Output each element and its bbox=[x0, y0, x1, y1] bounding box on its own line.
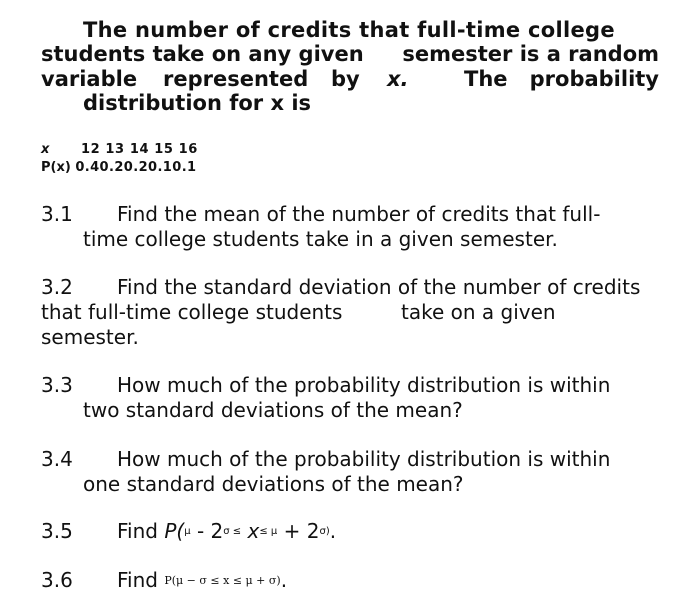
question-3-3-number: 3.3 bbox=[41, 373, 73, 397]
question-3-5-x: x bbox=[247, 519, 260, 543]
intro-word-the: The bbox=[464, 67, 508, 91]
question-3-6-probability-expression: P(μ − σ ≤ x ≤ μ + σ) bbox=[164, 574, 281, 587]
intro-word-by: by bbox=[331, 67, 360, 91]
distribution-p-row bbox=[41, 160, 196, 176]
intro-line-1 bbox=[83, 18, 658, 42]
intro-word-variable: variable bbox=[41, 67, 138, 91]
question-3-5-p-open: P( bbox=[164, 519, 185, 543]
question-3-2-line-2b: take on a given bbox=[401, 300, 556, 324]
question-3-2-number: 3.2 bbox=[41, 275, 73, 299]
question-3-5-plus-2: + 2 bbox=[283, 519, 320, 543]
question-3-3-line-1: How much of the probability distribution is within bbox=[117, 373, 611, 397]
intro-word-probability: probability bbox=[529, 67, 659, 91]
le-mu-symbol: ≤ μ bbox=[259, 526, 278, 537]
x-label: x bbox=[41, 142, 50, 157]
intro-line-3 bbox=[41, 67, 659, 91]
distribution-x-row bbox=[41, 142, 198, 158]
intro-line-4 bbox=[83, 91, 311, 115]
sigma-close-symbol: σ) bbox=[319, 526, 330, 537]
mu-symbol-1: μ bbox=[184, 526, 191, 537]
intro-line-4-text: distribution for x is bbox=[83, 91, 312, 115]
question-3-5-expression bbox=[117, 519, 336, 548]
intro-line-1-text: The number of credits that full-time college bbox=[83, 18, 615, 42]
question-3-5-minus-2: - 2 bbox=[196, 519, 224, 543]
question-3-4-line-1: How much of the probability distribution is within bbox=[117, 447, 611, 471]
question-3-4-number: 3.4 bbox=[41, 447, 73, 471]
question-3-1-number: 3.1 bbox=[41, 202, 73, 226]
sigma-le-symbol: σ ≤ bbox=[223, 526, 242, 537]
question-3-2-line-2a: that full-time college students bbox=[41, 300, 343, 324]
question-3-6-number: 3.6 bbox=[41, 568, 73, 592]
x-values: 12 13 14 15 16 bbox=[81, 142, 198, 157]
question-3-3-line-2: two standard deviations of the mean? bbox=[83, 398, 463, 422]
question-3-5-number: 3.5 bbox=[41, 519, 73, 543]
question-3-5-end: . bbox=[329, 519, 337, 543]
intro-line-2a: students take on any given bbox=[41, 42, 364, 66]
question-3-2-line-3: semester. bbox=[41, 325, 139, 349]
question-3-6-find: Find bbox=[117, 568, 158, 592]
question-3-4-line-2: one standard deviations of the mean? bbox=[83, 472, 464, 496]
question-3-6-end: . bbox=[280, 568, 288, 592]
intro-word-x: x. bbox=[387, 67, 409, 91]
question-3-2-line-1: Find the standard deviation of the number of credits bbox=[117, 275, 641, 299]
question-3-5-find: Find bbox=[117, 519, 158, 543]
intro-word-represented: represented bbox=[163, 67, 309, 91]
question-3-1-line-1: Find the mean of the number of credits that full- bbox=[117, 202, 601, 226]
p-values: 0.40.20.20.10.1 bbox=[75, 160, 197, 175]
question-3-6-expression bbox=[117, 568, 287, 596]
intro-line-2b: semester is a random bbox=[402, 42, 659, 66]
p-label: P(x) bbox=[41, 160, 71, 175]
question-3-1-line-2: time college students take in a given semester. bbox=[83, 227, 558, 251]
